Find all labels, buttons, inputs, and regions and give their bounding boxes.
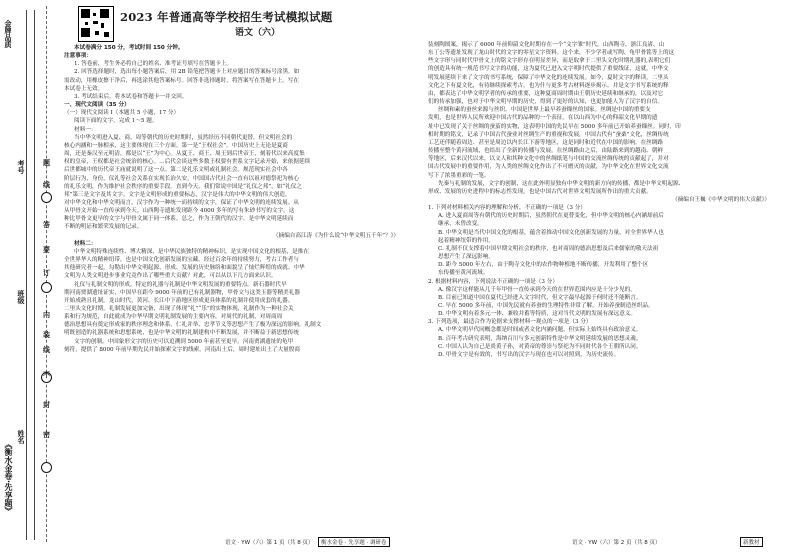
seal-word: 封 xyxy=(43,401,50,409)
text-line: 写下了浓墨重彩的一笔。 xyxy=(428,172,490,179)
text-line: 当中华文明进入夏、商、周等朝代的历史时期时，虽然经历不同朝代更替，但文明社会的 xyxy=(74,134,293,141)
text-line: （一）现代文阅读 I（本题共 5 小题，17 分） xyxy=(64,110,180,117)
text-line: 种比甲骨文更早的文字与甲骨文属于同一体系。总之，作为王朝代的汉字，是中华文明延续而 xyxy=(64,216,294,223)
text-line: 其他研究者一起，勾勒出中华文明起源、形成、发展的历史脉络和面貌呈了灿烂辉煌的成就。中华 xyxy=(64,265,305,272)
text-line: 们的传承加强，也对于中华文明早期的历史，得到了更好的认知，也更加能人为了汉字的自信。 xyxy=(428,99,663,106)
text-line: B. 中华文明是当代中国文化的根基，蕴含着推动中国文化创新发展的力量，对全世界华人也 xyxy=(438,229,664,236)
note-line: 1. 答卷前，考生务必将自己的姓名、准考证号填写在答题卡上。 xyxy=(74,61,233,68)
text-line: 阅读下面的文字，完成 1～5 题。 xyxy=(74,118,158,125)
text-line: 工艺还伴随着周边、甚至是周边以内长江下游等地区，这是同时和近代在中国的影响。在丝绸路 xyxy=(428,139,663,146)
exam-subtitle: 语文（六） xyxy=(235,28,281,38)
text-line: 3. 下列选项，最适合作为论据来支撑材料一观点的一项是（3 分） xyxy=(428,319,592,326)
text-line: 明发展延续下来了文字的书写系统，保障了中华文化的连续发展。如今，夏时文字的释读，二里头 xyxy=(428,74,669,81)
quality-label: 金牌品质 xyxy=(4,20,12,48)
text-line: 德治思想具有奠定形成家的秩序理念和体系，仁礼并举、忠孝节义等思想产生了极为深远的影响。礼制文 xyxy=(64,322,322,329)
note-line: 本试卷上无效。 xyxy=(64,85,104,92)
text-line: 明既创造的礼器系统和思想系统，也是中华文明的礼制建构中不断发展，并不断益于新思想传统 xyxy=(64,330,299,337)
text-line: D. 甲骨文字是有效的，书写出的汉字与现在也可以对照到，为历史流传。 xyxy=(438,351,620,358)
text-line: 礼仪与礼制文明的形成。特定的礼器与礼制是中华文明发展的重要特点。新石器时代早 xyxy=(74,281,287,288)
text-line: D. 距今 5000 年左右，由于陶寺文化中的农作物种植地不断传播，开发利用了整个区 xyxy=(438,262,649,269)
text-line: 材料一： xyxy=(74,126,97,133)
text-line: 对中华文化和中华文明而言，汉字作为一种统一而持续的文字，保证了中华文明的连续发展。从 xyxy=(64,199,299,206)
text-line: 由，都表达了中华文明学者的传承的重要，这种夏商周时期由王朝历史延续和继承的，以及对它 xyxy=(428,90,663,97)
text-line: 相时期的铭文，记录了中国古代蚕业对丝绸生产的重视和发展，中国古代有“蚕桑”文化，丝绸传统 xyxy=(428,131,669,138)
text-line: 的礼乐文明，作为维护社会秩序的重要手段。直到今天，我们常说中国是“礼仪之邦”，如“礼仪之 xyxy=(64,183,302,190)
text-line: 核心内涵和一脉相承，这主要体现在三个方面。第一是“王权社会”。中国历史上无论是夏商 xyxy=(64,142,288,149)
text-line: 的创造具有统一规范书写文字的功能，这为夏代已进入文字明时代提供了重要线证，这就，中华文 xyxy=(428,66,669,73)
seal-word: 要 xyxy=(43,246,50,254)
text-line: 址中已发现了关于丝绸的蚕茧的实物，这表明中国的先民早在 5000 多年前已开始养蚕缫丝。同时，印 xyxy=(428,123,681,130)
text-line: 国古代发展中的重要作用，为人类的丝绸文化作出了不可磨灭的贡献，为中华文化在世界文化交流 xyxy=(428,164,669,171)
note-line: 3. 考试结束后，将本试卷和答题卡一并交回。 xyxy=(74,93,188,100)
seal-word: 题 xyxy=(43,159,50,167)
text-line: 中华文明特殊连续性、博大精深，是中华民族独特的精神标识，是实现中国文化的根基，是推在 xyxy=(74,248,309,255)
text-line: 发明，也是世界人民所欢迎中国古代的品种的一个表征。在以山西为中心的仰韶文化早期的遗 xyxy=(428,115,658,122)
seal-word: 内 xyxy=(43,311,50,319)
text-line: 二里头文化时期，礼制发展更加完备，出现了体现“礼”“乐”的实物体现，礼制作为一种社会关 xyxy=(64,306,294,312)
score-note: 本试卷满分 150 分，考试时间 150 分钟。 xyxy=(74,45,184,51)
right-page-footer: 语文 · YW（六）第 2 页（共 8 页） xyxy=(572,540,661,546)
seal-circle xyxy=(41,462,52,473)
text-line: 东丁公等遗址发现了龙山时代的文字的零星文字资料。这个来，不少学者或写陶、龟甲骨铭等上的这 xyxy=(428,50,675,57)
seal-word: 答 xyxy=(43,221,50,229)
binding-rule-2 xyxy=(34,10,35,540)
text-line: 刻符，提供了 8000 年前早期先民并始探索文字的线索。河南出土后，周时建址出土了大量殷商 xyxy=(64,346,300,353)
text-line: （摘编自高江涛《为什么说“中华文明五千年”？》） xyxy=(273,232,399,239)
notes-heading: 注意事项： xyxy=(64,53,92,60)
text-line: 从甲骨文开始一直传承到今天。山西陶寺遗址发现距今 4000 多年的写有朱砂书写的文字，这 xyxy=(64,208,295,215)
text-line: 全世界华人的精神纽带，也是中国文化创新发展的宝藏。经过百余年的持续努力，考古工作者与 xyxy=(64,257,299,264)
text-line: 系和行为规范，自此就成为中华早期文明礼制发展的主要内容，对周代的礼制，对周商周 xyxy=(64,314,283,321)
side-word: 线 xyxy=(43,181,50,189)
qr-code-image xyxy=(78,6,114,42)
text-line: 先秦与礼制的发展，文字的创制，这在此外明显独有中华文明的新方向的传播，都是中华文明起源、 xyxy=(438,180,685,187)
text-line: B. 目前已知道中国在夏代已经进入文字时代，但文字最早起源于何时还不能断言。 xyxy=(438,294,642,301)
text-line: 传播至整个黄河流域，也给出了全新的传播与发展。在丝绸路由之后，由陆路来到的越南、朝鲜 xyxy=(428,148,663,155)
text-line: 起着精神纽带的作用。 xyxy=(438,237,494,244)
left-column xyxy=(64,44,419,354)
text-line: A. 进入夏商周等有朝代的历史时期后，虽然朝代在更替变化，但中华文明的核心内涵却前后 xyxy=(438,213,664,220)
text-line: 邦”第三是文字及其文字。文字是文明形成的重要标志，汉字是伟大的中华文明的伟大创造。 xyxy=(64,191,291,198)
side-word: 装 xyxy=(43,331,50,339)
text-line: B. 百年考古研究表明，海纳百川与多元创新特性是中华文明延续发展的思想灵魂。 xyxy=(438,335,642,342)
text-line: 阶层行为，身份，仪礼等社会关系在实现长治久安，中国国古代社会一直有以祖对德祭祀为核心 xyxy=(64,175,299,182)
text-line: 东传播至黄河流域。 xyxy=(438,270,489,277)
text-line: 思想产生了深远影响。 xyxy=(438,254,494,261)
text-line: 形成、发展的历史进程中的标志性发现，也是中国古代对世界文明发展所作出的重大贡献。 xyxy=(428,188,652,195)
text-line: C. 早在 5000 多年前，中国先民就有养蚕的生理特性非常了解，开始养蚕制造丝织品。 xyxy=(438,303,654,309)
seal-circle xyxy=(41,192,52,203)
text-line: （摘编自王巍《中华文明的伟大贡献》） xyxy=(672,196,770,203)
left-page-footer: 语文 · YW（六）第 1 页（共 8 页） xyxy=(225,540,314,546)
text-line: 丝绸和素的蚕丝来源与丝织。中国是世界上最早养蚕缫丝的国家。丝绸是中国的重要支 xyxy=(438,107,651,114)
text-line: 期河南贾湖遗址证实，中国早在距今 9000 年前的已有礼制器物，甲骨文与这类玉器等精美礼器 xyxy=(64,289,300,296)
seal-circle xyxy=(41,282,52,293)
text-line: 一、现代文阅读（35 分） xyxy=(64,102,130,109)
class-label: 班级 xyxy=(17,290,25,304)
text-line: D. 中华文明有着多元一体、兼收并蓄等特质，这对当代文明的发展有深远意义。 xyxy=(438,311,637,318)
text-line: 周，还是秦汉至元明清，都是以“王”为中心。从夏王、商王、周王到后世帝王，刻着代以来高度集 xyxy=(64,151,305,158)
brand-badge: 衡水金卷 · 先享题 · 调研卷 xyxy=(318,537,390,547)
edition-badge: 新教材 xyxy=(740,537,763,547)
text-line: 开始成熟且礼制。龙山时代，黄河、长江中下游地区形成更具体系的礼制并使用成套的礼器。 xyxy=(64,297,294,304)
text-line: 权的皇帝，王权都是社会统治的核心。…后代会谈这些多数王权要有世系文字记录开始，来依据延续 xyxy=(64,159,311,166)
right-column xyxy=(428,41,790,359)
text-line: 装刻陶图案，揭示了 6000 年前仰韶文化时期存在一个“文字雏”时代。山西陶寺、浙江良渚、山 xyxy=(428,42,665,48)
text-line: C. 礼制不仅支撑着中国早期文明社会的秩序，也对商周的德治思想及后来儒家的敬天法祖 xyxy=(438,245,659,252)
seal-word: 线 xyxy=(43,346,50,354)
text-line: 文明为人类文明进步事业究竟作出了哪些重大贡献？对此，可以从以下几方面来认识。 xyxy=(64,273,277,280)
text-line: A. 中华文明早代同概念都是时间或者文化内涵问题，但实际上始终具有政治意义。 xyxy=(438,327,642,334)
exam-no-label: 考号 xyxy=(17,160,25,174)
text-line: C. 中国人认为自己是炎黄子孙，对黄帝的尊崇与祭祀为不同时代各个王朝所认同。 xyxy=(438,343,642,350)
brand-label: 《衡水金卷·先享题》 xyxy=(4,440,13,516)
text-line: 文字的创制。中国象形文字的历史可以追溯到 5000 年前甚至更早。河南贾湖遗址的龟甲 xyxy=(74,338,294,345)
text-line: 文化之下有夏文化，有待继续探索考古，也为什与更多考古材料逐步揭示。并是文字书写系统的释 xyxy=(428,82,669,89)
exam-title: 2023 年普通高等学校招生考试模拟试题 xyxy=(120,10,333,24)
binding-strip xyxy=(0,0,40,554)
text-line: 不断的明证和繁荣发展的记录。 xyxy=(64,224,143,231)
text-line: 些文字形与同时代甲骨文上的铭文字形存在明显差异，而是取拿于二里头文化时期礼器的,表明它们 xyxy=(428,58,671,65)
seal-word: 不 xyxy=(43,371,50,379)
text-line: 继承，未曾改变。 xyxy=(438,221,483,228)
text-line: 材料二： xyxy=(74,240,97,247)
note-line: 2. 回答选择题时，选出每小题答案后，用 2B 铅笔把答题卡上对应题目的答案标号涂黑。如 xyxy=(74,69,300,76)
name-label: 姓名 xyxy=(17,430,25,444)
binding-rule xyxy=(26,10,27,540)
note-line: 需改动，用橡皮擦干净后，再选涂其他答案标号。回答非选择题时，将答案写在答题卡上。写在 xyxy=(64,77,299,84)
seal-word: 密 xyxy=(43,431,50,439)
text-line: A. 像汉字这样能从几千年甲骨一直传承到今天的在世界范围内应是十分少见的。 xyxy=(438,286,636,293)
text-line: 2. 根据材料内容，下列说法不正确的一项是（3 分） xyxy=(428,278,558,285)
side-word: 订 xyxy=(43,269,50,277)
text-line: 等地区，后来汉代以来，以文人和其种文化中的丝绸纸笔与中国的交流丝绸传统的贡献起了，并对 xyxy=(428,156,669,163)
text-line: 1. 下列对材料相关内容的理解和分析，不正确的一项是（3 分） xyxy=(428,205,586,212)
text-line: 后世都城中的历代帝王庙就说明了这一点。第二是礼乐文明或礼制社会。规范现实社会中各 xyxy=(64,167,288,174)
